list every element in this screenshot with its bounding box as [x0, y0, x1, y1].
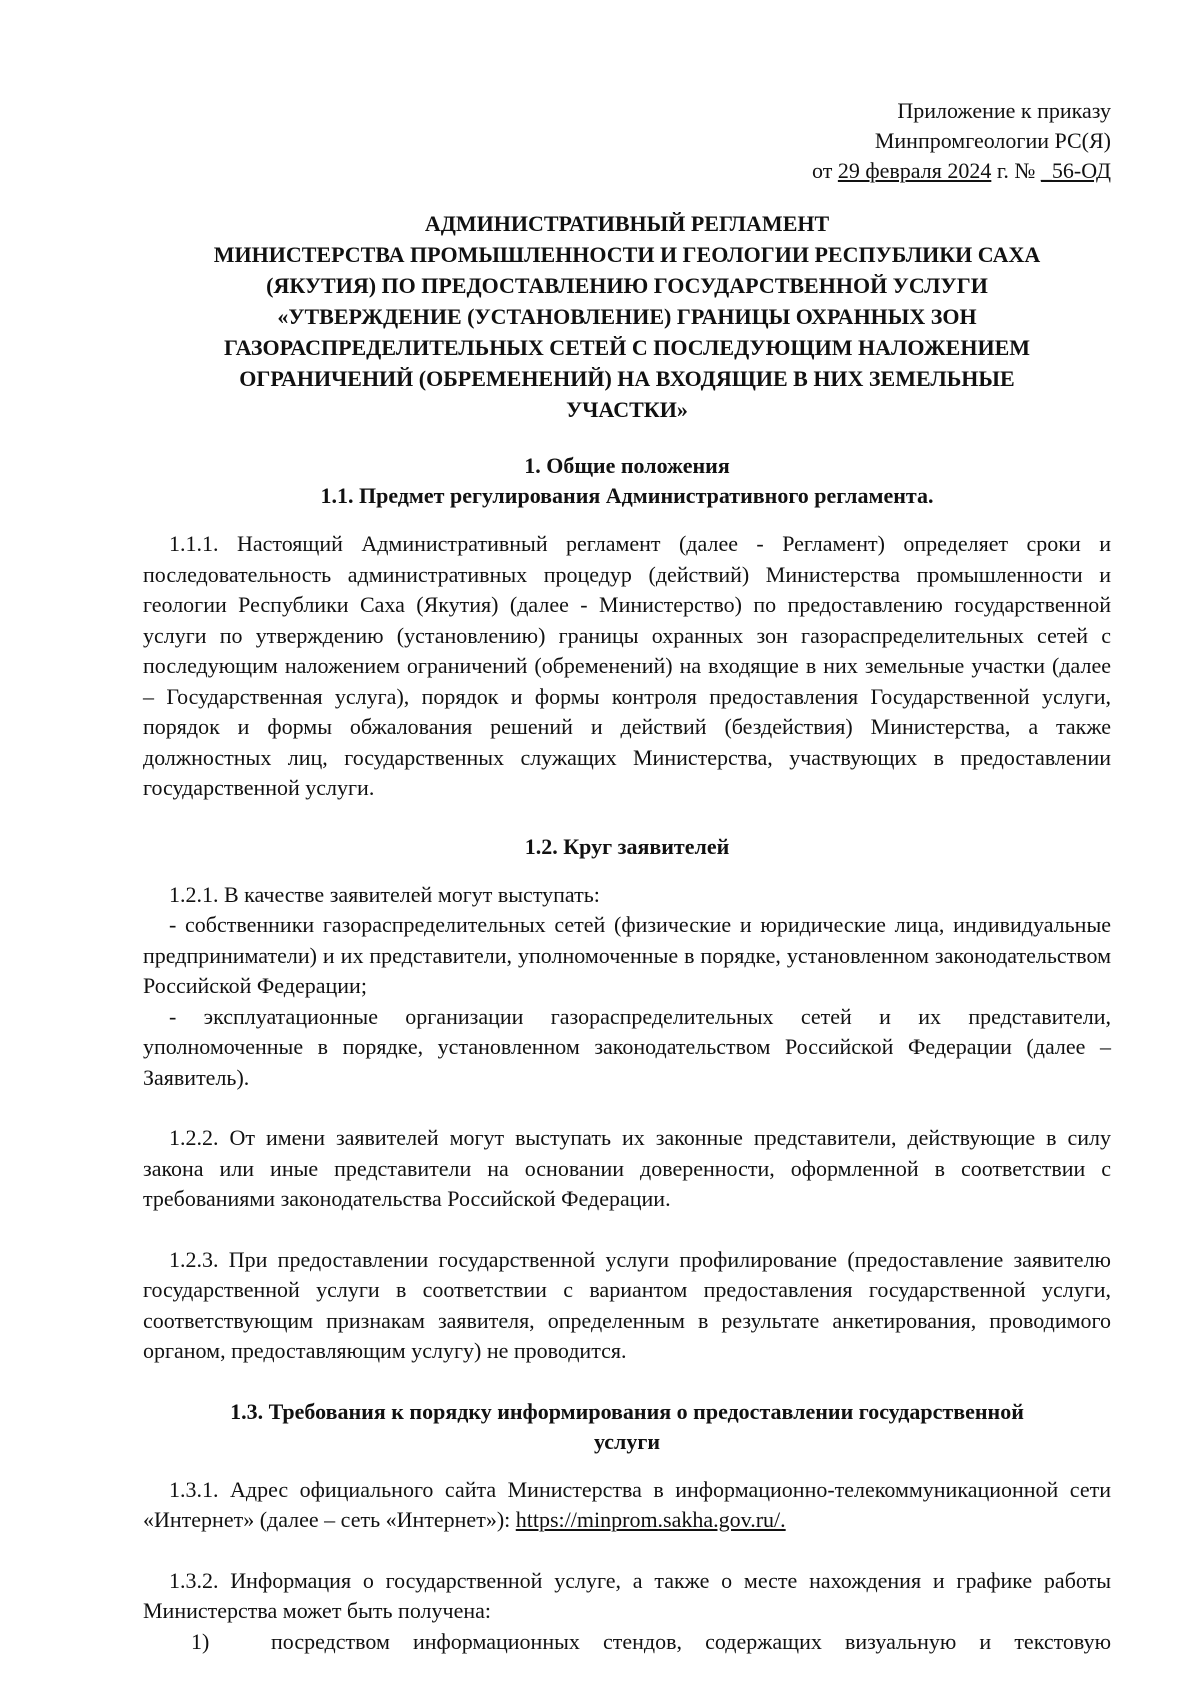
section-1-3-heading: [143, 1397, 1111, 1457]
numbered-item-text: посредством информационных стендов, содержащих визуальную и текстовую: [271, 1628, 1111, 1654]
numbered-item-number: 1): [191, 1628, 210, 1654]
title-line: ГАЗОРАСПРЕДЕЛИТЕЛЬНЫХ СЕТЕЙ С ПОСЛЕДУЮЩИМ НАЛОЖЕНИЕМ: [223, 335, 1031, 360]
title-line: (ЯКУТИЯ) ПО ПРЕДОСТАВЛЕНИЮ ГОСУДАРСТВЕННОЙ УСЛУГИ: [266, 273, 988, 298]
order-date: 29 февраля 2024: [837, 158, 992, 183]
paragraph-1-2-1: 1.2.1. В качестве заявителей могут выступать:: [169, 881, 600, 907]
paragraph-1-3-2: 1.3.2. Информация о государственной услуге, а также о месте нахождения и графике работы Министерства может быть получена:: [143, 1567, 1111, 1623]
header-line-appendix: Приложение к приказу: [897, 98, 1111, 123]
header-line-ministry: Минпромгеологии РС(Я): [874, 128, 1111, 153]
paragraph-1-2-3: 1.2.3. При предоставлении государственной услуги профилирование (предоставление заявителю государственной услуги в соответствии с вариантом предоставления государственной услуги, соответствующим признакам заявителя, определенным в результате анкетирования, проводимого органом, предоставляющим услугу) не проводится.: [143, 1246, 1111, 1363]
title-line: ОГРАНИЧЕНИЙ (ОБРЕМЕНЕНИЙ) НА ВХОДЯЩИЕ В НИХ ЗЕМЕЛЬНЫЕ: [239, 366, 1015, 391]
document-header: [143, 96, 1111, 186]
title-line: МИНИСТЕРСТВА ПРОМЫШЛЕННОСТИ И ГЕОЛОГИИ РЕСПУБЛИКИ САХА: [213, 242, 1041, 267]
paragraph-1-2-2: 1.2.2. От имени заявителей могут выступать их законные представители, действующие в силу закона или иные представители на основании доверенности, оформленной в соответствии с требованиями законодательства Российской Федерации.: [143, 1125, 1111, 1211]
order-prefix: от: [812, 158, 838, 183]
section-1-3-heading-line: 1.3. Требования к порядку информирования о предоставлении государственной: [230, 1398, 1024, 1424]
header-line-order: [143, 156, 1111, 186]
section-1-heading: 1. Общие положения: [524, 453, 730, 478]
section-1-2-heading: 1.2. Круг заявителей: [524, 833, 730, 859]
section-1-3-heading-line: услуги: [593, 1428, 661, 1454]
section-1-1-heading: 1.1. Предмет регулирования Административного регламента.: [320, 483, 934, 508]
document-title: [143, 208, 1111, 425]
document-page: [143, 96, 1111, 1657]
list-item-operators: - эксплуатационные организации газораспределительных сетей и их представители, уполномоченные в порядке, установленном законодательством Российской Федерации (далее – Заявитель).: [143, 1003, 1111, 1090]
title-line: АДМИНИСТРАТИВНЫЙ РЕГЛАМЕНТ: [424, 211, 830, 236]
numbered-item-1: [143, 1627, 1111, 1658]
paragraph-1-3-1-text: 1.3.1. Адрес официального сайта Министерства в информационно-телекоммуникационной сети «Интернет» (далее – сеть «Интернет»):: [143, 1476, 1111, 1532]
paragraph-1-3-1: [143, 1475, 1111, 1536]
order-number-label: г. №: [991, 158, 1041, 183]
ministry-website-link[interactable]: https://minprom.sakha.gov.ru/.: [515, 1507, 786, 1532]
title-line: «УТВЕРЖДЕНИЕ (УСТАНОВЛЕНИЕ) ГРАНИЦЫ ОХРАННЫХ ЗОН: [277, 304, 977, 329]
paragraph-1-1-1: 1.1.1. Настоящий Административный регламент (далее - Регламент) определяет сроки и последовательность административных процедур (действий) Министерства промышленности и геологии Республики Саха (Якутия) (далее - Министерство) по предоставлению государственной услуги по утверждению (установлению) границы охранных зон газораспределительных сетей с последующим наложением ограничений (обременений) на входящие в них земельные участки (далее – Государственная услуга), порядок и формы контроля предоставления Государственной услуги, порядок и формы обжалования решений и действий (бездействия) Министерства, а также должностных лиц, государственных служащих Министерства, участвующих в предоставлении государственной услуги.: [143, 531, 1111, 800]
order-number: _56-ОД: [1040, 158, 1111, 183]
list-item-owners: - собственники газораспределительных сетей (физические и юридические лица, индивидуальные предприниматели) и их представители, уполномоченные в порядке, установленном законодательством Российской Федерации;: [143, 912, 1111, 998]
title-line: УЧАСТКИ»: [566, 397, 688, 422]
